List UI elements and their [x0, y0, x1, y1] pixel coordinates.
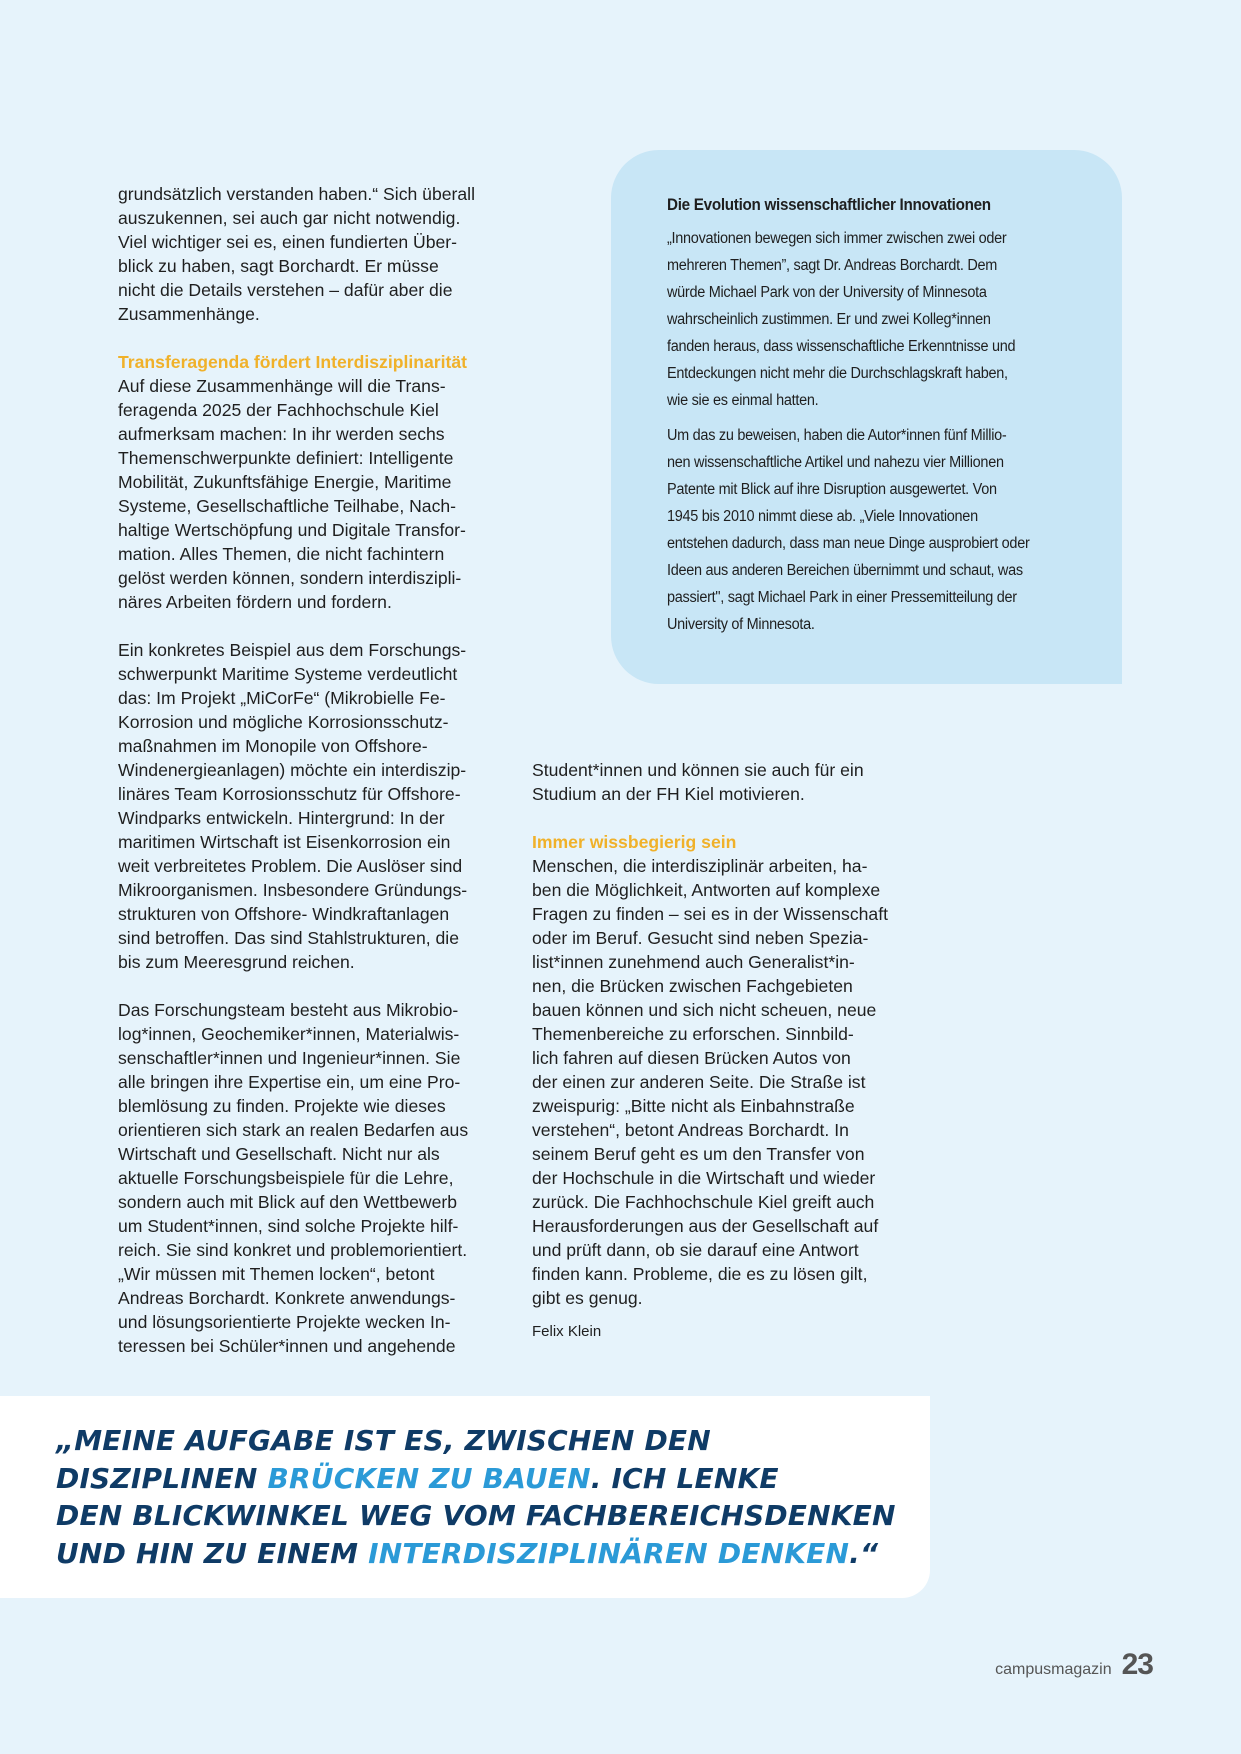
paragraph: Auf diese Zusammenhänge will die Trans- feragenda 2025 der Fachhochschule Kiel aufmerksam machen: In ihr werden sechs Themenschwerpunkte definiert: Intelligente Mobilität, Zukunftsfähige Energie, Maritime Systeme, Gesellschaftliche Teilhabe, Nach- haltige Wertschöpfung und Digitale Transfor- mation. Alles Themen, die nicht fachintern gelöst werden können, sondern interdiszipli- näres Arbeiten fördern und fordern.: [118, 376, 466, 612]
quote-text: DEN BLICKWINKEL WEG VOM FACHBEREICHSDENKEN: [56, 1499, 896, 1532]
paragraph: Menschen, die interdisziplinär arbeiten, ha- ben die Möglichkeit, Antworten auf komplexe Fragen zu finden – sei es in der Wissenschaft oder im Beruf. Gesucht sind neben Spezia- list*innen zunehmend auch Generalist*in- nen, die Brücken zwischen Fachgebieten bauen können und sich nicht scheuen, neue Themenbereiche zu erforschen. Sinnbild- lich fahren auf diesen Brücken Autos von der einen zur anderen Seite. Die Straße ist zweispurig: „Bitte nicht als Einbahnstraße verstehen“, betont Andreas Borchardt. In seinem Beruf geht es um den Transfer von der Hochschule in die Wirtschaft und wieder zurück. Die Fachhochschule Kiel greift auch Herausforderungen aus der Gesellschaft auf und prüft dann, ob sie darauf eine Antwort finden kann. Probleme, die es zu lösen gilt, gibt es genug.: [532, 856, 888, 1308]
info-box-paragraph: „Innovationen bewegen sich immer zwischen zwei oder mehreren Themen”, sagt Dr. Andreas Borchardt. Dem würde Michael Park von der University of Minnesota wahrscheinlich zustimmen. Er und zwei Kolleg*innen fanden heraus, dass wissenschaftliche Erkenntnisse und Entdeckungen nicht mehr die Durchschlagskraft haben, wie sie es einmal hatten.: [667, 230, 1016, 409]
page-footer: [995, 1648, 1153, 1682]
quote-text: „MEINE AUFGABE IST ES, ZWISCHEN DEN: [56, 1424, 711, 1457]
paragraph: Das Forschungsteam besteht aus Mikrobio- log*innen, Geochemiker*innen, Materialwis- senschaftler*innen und Ingenieur*innen. Sie alle bringen ihre Expertise ein, um eine Pro- blemlösung zu finden. Projekte wie dieses orientieren sich stark an realen Bedarfen aus Wirtschaft und Gesellschaft. Nicht nur als aktuelle Forschungsbeispiele für die Lehre, sondern auch mit Blick auf den Wettbewerb um Student*innen, sind solche Projekte hilf- reich. Sie sind konkret und problemorientiert. „Wir müssen mit Themen locken“, betont Andreas Borchardt. Konkrete anwendungs- und lösungsorientierte Projekte wecken In- teressen bei Schüler*innen und angehende: [118, 1000, 469, 1356]
paragraph: grundsätzlich verstanden haben.“ Sich überall auszukennen, sei auch gar nicht notwendig. Viel wichtiger sei es, einen fundierten Über- blick zu haben, sagt Borchardt. Er müsse nicht die Details verstehen – dafür aber die Zusammenhänge.: [118, 184, 475, 324]
quote-text: DISZIPLINEN: [56, 1461, 268, 1495]
quote-highlight: INTERDISZIPLINÄREN DENKEN: [368, 1536, 850, 1570]
quote-text: UND HIN ZU EINEM: [56, 1536, 369, 1570]
quote-highlight: BRÜCKEN ZU BAUEN: [267, 1461, 591, 1495]
quote-text: . ICH LENKE: [590, 1461, 779, 1495]
pull-quote-box: [0, 1396, 930, 1598]
quote-text: .“: [849, 1536, 879, 1570]
info-box-paragraph: Um das zu beweisen, haben die Autor*innen fünf Millio- nen wissenschaftliche Artikel und nahezu vier Millionen Patente mit Blick auf ihre Disruption ausgewertet. Von 1945 bis 2010 nimmt diese ab. „Viele Innovationen entstehen dadurch, dass man neue Dinge ausprobiert oder Ideen aus anderen Bereichen übernimmt und schaut, was passiert", sagt Michael Park in einer Pressemitteilung der University of Minnesota.: [667, 427, 1030, 633]
magazine-name: campusmagazin: [995, 1661, 1112, 1678]
pull-quote: [56, 1422, 916, 1572]
page-number: 23: [1121, 1648, 1153, 1681]
section-heading: Immer wissbegierig sein: [532, 832, 737, 852]
info-box: [611, 150, 1122, 684]
info-box-title: Die Evolution wissenschaftlicher Innovationen: [667, 196, 991, 214]
section-heading: Transferagenda fördert Interdisziplinarität: [118, 352, 468, 372]
article-column-left: [118, 182, 518, 1358]
paragraph: Student*innen und können sie auch für ein Studium an der FH Kiel motivieren.: [532, 760, 864, 804]
author-byline: Felix Klein: [532, 1323, 602, 1340]
article-column-right: [532, 758, 932, 1342]
paragraph: Ein konkretes Beispiel aus dem Forschungs- schwerpunkt Maritime Systeme verdeutlicht das: Im Projekt „MiCorFe“ (Mikrobielle Fe- Korrosion und mögliche Korrosionsschutz- maßnahmen im Monopile von Offshore- Windenergieanlagen) möchte ein interdiszip- linäres Team Korrosionsschutz für Offshore- Windparks entwickeln. Hintergrund: In der maritimen Wirtschaft ist Eisenkorrosion ein weit verbreitetes Problem. Die Auslöser sind Mikroorganismen. Insbesondere Gründungs- strukturen von Offshore- Windkraftanlagen sind betroffen. Das sind Stahlstrukturen, die bis zum Meeresgrund reichen.: [118, 640, 468, 972]
